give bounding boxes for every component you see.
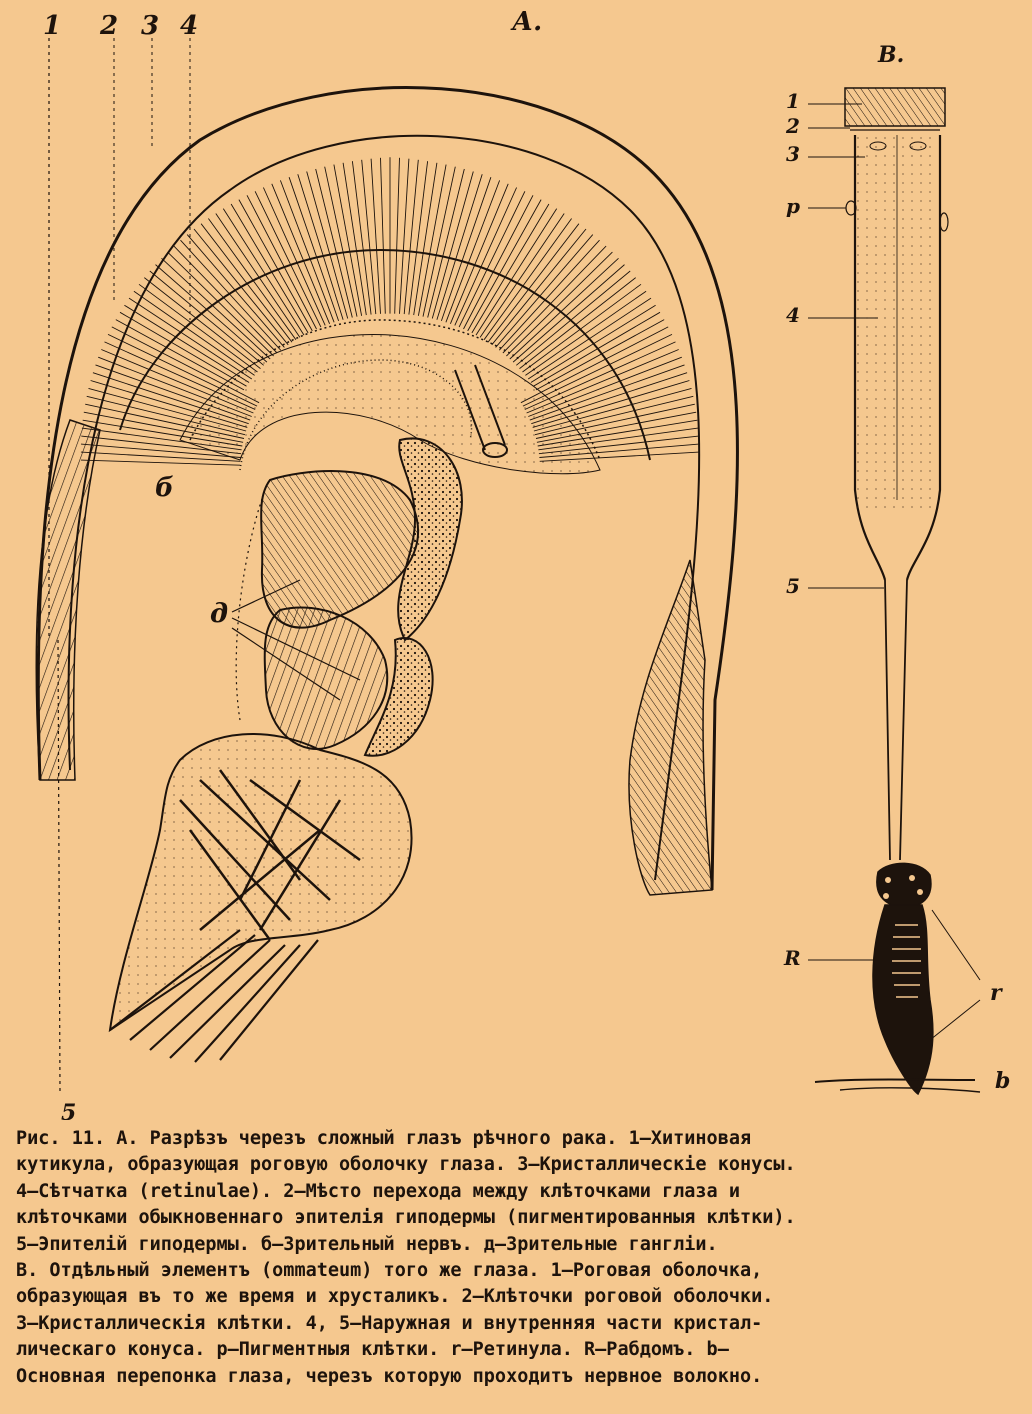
ommatidium-line [124, 305, 249, 382]
ommatidium-line [144, 278, 260, 369]
caption-line: Основная перепонка глаза, черезъ которую проходитъ нервное волокно. [16, 1365, 763, 1387]
ommatidium-line [503, 246, 606, 353]
ommatidium-line [400, 159, 409, 314]
panel-b-title: B. [878, 42, 905, 68]
panel-b-label-r: r [990, 980, 1002, 1006]
caption-line: B. Отдѣльный элементъ (ommateum) того же глаза. 1—Роговая оболочка, [16, 1260, 763, 1282]
caption-line: Рис. 11. А. Разрѣзъ черезъ сложный глазъ рѣчного рака. 1—Хитиновая [16, 1128, 752, 1149]
panel-a-label-5: 5 [61, 1100, 77, 1120]
caption-line: 4—Сѣтчатка (retinulae). 2—Мѣсто перехода между клѣточками глаза и [16, 1180, 740, 1202]
panel-a-label-2: 2 [100, 11, 119, 41]
caption-line: 5—Эпителій гиподермы. б—Зрительный нервъ. д—Зрительные гангліи. [16, 1233, 718, 1255]
ommatidium-line [208, 219, 296, 340]
panel-b-label-p: p [786, 194, 800, 218]
ommatidium-line [414, 163, 437, 315]
ommatidium-line [418, 165, 446, 316]
ommatidium-line [404, 160, 418, 314]
ommatidium-line [395, 158, 400, 314]
panel-b-label-R: R [784, 946, 801, 970]
ommatidium-line [362, 160, 376, 314]
panel-b-label-1: 1 [786, 89, 800, 113]
ommatidium-line [513, 265, 624, 363]
caption-line: кутикула, образующая роговую оболочку глаза. 3—Кристаллическіе конусы. [16, 1154, 796, 1176]
ommatidium-line [174, 246, 277, 353]
panel-a-label-4: 4 [180, 11, 199, 41]
ommatidium-line [150, 271, 264, 365]
panel-a-label-nerve: б [155, 473, 174, 503]
panel-b-drawing [808, 88, 980, 1094]
panel-a-label-ganglia: д [210, 599, 229, 629]
ommatidium-line [381, 158, 386, 314]
panel-a-label-1: 1 [43, 11, 62, 41]
ommatidium-line [156, 265, 267, 363]
ommatidium-line [81, 452, 240, 461]
ommatidium-line [516, 271, 630, 365]
ommatidium-line [216, 214, 300, 338]
ommatidium-line [343, 163, 366, 315]
panel-a-drawing [36, 38, 737, 1092]
panel-b-label-4: 4 [786, 303, 800, 327]
caption-line: клѣточками обыкновеннаго эпителія гиподермы (пигментированныя клѣтки). [16, 1207, 796, 1229]
ommatidium-line [280, 180, 334, 322]
ommatidium-line [506, 252, 612, 356]
ommatidium-line [168, 252, 274, 356]
ommatidium-line [437, 174, 482, 319]
ommatidium-line [371, 159, 380, 314]
ommatidium-line [510, 258, 619, 359]
ommatidium-line [450, 184, 508, 324]
panel-b-label-b: b [995, 1068, 1011, 1094]
ommatidium-line [81, 460, 240, 465]
panel-b-label-5: 5 [786, 574, 800, 598]
ommatidium-line [480, 214, 564, 338]
ommatidium-line [272, 184, 330, 324]
ommatidium-line [334, 165, 362, 316]
caption-line: 3—Кристаллическія клѣтки. 4, 5—Наружная и внутренняя части кристал- [16, 1312, 763, 1334]
ommatidium-line [298, 174, 343, 319]
ommatidium-line [162, 258, 271, 359]
panel-b-label-3: 3 [786, 142, 800, 166]
figure-caption [16, 1126, 1016, 1390]
panel-a-title: А. [512, 7, 543, 37]
ommatidium-line [409, 161, 428, 314]
caption-line: лическаго конуса. p—Пигментныя клѣтки. r—Ретинула. R—Рабдомъ. b— [16, 1339, 729, 1361]
panel-b-label-2: 2 [786, 114, 800, 138]
ommatidium-line [520, 278, 636, 369]
ommatidium-line [484, 219, 571, 340]
ommatidium-line [352, 161, 371, 314]
ommatidium-line [316, 169, 353, 318]
ommatidium-line [428, 169, 465, 318]
ommatidium-line [446, 180, 500, 322]
caption-line: образующая въ то же время и хрусталикъ. 2—Клѣточки роговой оболочки. [16, 1286, 774, 1308]
panel-a-label-3: 3 [141, 11, 160, 41]
